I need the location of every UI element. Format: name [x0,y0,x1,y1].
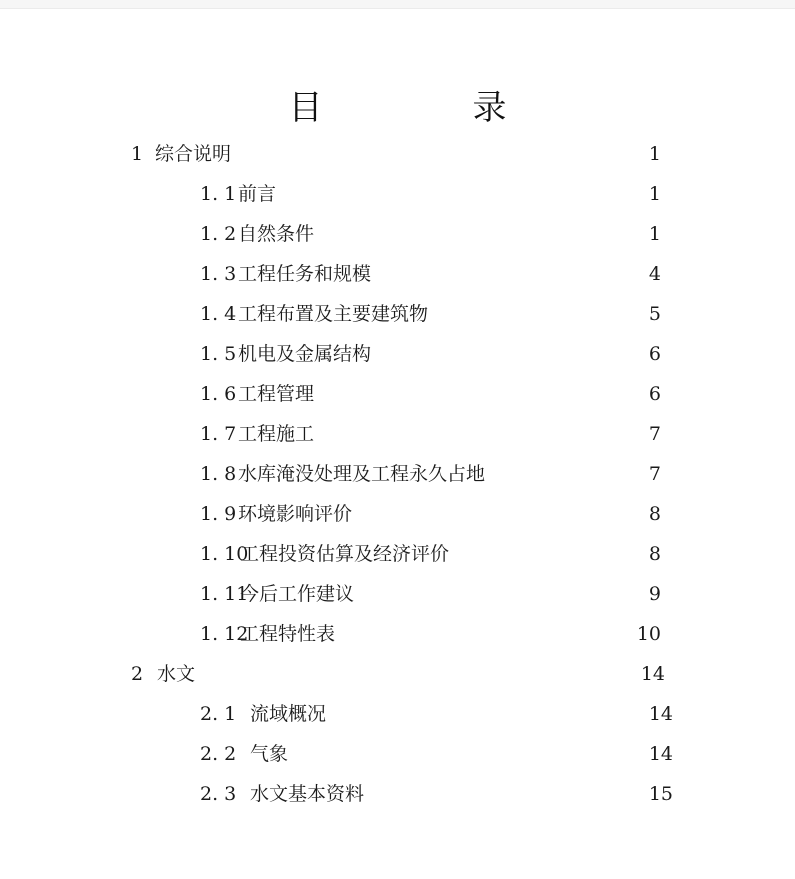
toc-dot-leader [430,299,647,329]
toc-entry-1-8[interactable] [200,459,661,489]
toc-entry-label: 工程投资估算及经济评价 [240,543,450,565]
toc-entry-label: 工程任务和规模 [238,263,372,285]
page-title: 目 录 [288,88,565,128]
toc-entry-label: 水文基本资料 [250,783,365,805]
toc-entry-label: 前言 [238,183,277,205]
toc-entry-label: 今后工作建议 [240,583,355,605]
toc-entry-2[interactable] [131,659,665,689]
toc-entry-label: 工程布置及主要建筑物 [238,303,429,325]
toc-entry-label: 自然条件 [238,223,315,245]
toc-entry-page: 14 [648,703,673,725]
toc-entry-page: 1 [648,223,661,245]
toc-entry-1-1[interactable] [200,179,661,209]
toc-dot-leader [337,619,623,649]
toc-entry-number: 1. 3 [200,263,237,285]
toc-entry-page: 5 [648,303,661,325]
toc-entry-page: 7 [648,423,661,445]
toc-entry-1-7[interactable] [200,419,661,449]
toc-entry-page: 1 [648,183,661,205]
toc-entry-page: 6 [648,343,661,365]
toc-entry-number: 1 [131,143,144,165]
toc-entry-1-6[interactable] [200,379,661,409]
toc-dot-leader [328,699,635,729]
toc-entry-page: 8 [648,503,661,525]
toc-entry-1-3[interactable] [200,259,661,289]
toc-dot-leader [316,419,647,449]
toc-entry-page: 14 [640,663,665,685]
toc-entry-label: 流域概况 [250,703,327,725]
toc-entry-page: 1 [648,143,661,165]
toc-entry-number: 2. 2 [200,743,237,765]
toc-entry-1-9[interactable] [200,499,661,529]
toc-dot-leader [197,659,627,689]
toc-entry-number: 1. 6 [200,383,237,405]
toc-entry-page: 9 [648,583,661,605]
toc-entry-number: 2 [131,663,144,685]
toc-entry-1-5[interactable] [200,339,661,369]
toc-entry-label: 工程特性表 [240,623,336,645]
toc-entry-number: 2. 1 [200,703,237,725]
toc-entry-number: 1. 5 [200,343,237,365]
toc-dot-leader [233,139,647,169]
toc-entry-page: 15 [648,783,673,805]
toc-entry-number: 1. 8 [200,463,237,485]
toc-dot-leader [278,179,647,209]
toc-entry-page: 7 [648,463,661,485]
toc-dot-leader [354,499,647,529]
toc-entry-number: 1. 2 [200,223,237,245]
toc-entry-label: 工程管理 [238,383,315,405]
toc-entry-1-4[interactable] [200,299,661,329]
toc-dot-leader [366,779,635,809]
toc-entry-number: 1. 9 [200,503,237,525]
toc-entry-number: 1. 11 [200,583,249,605]
toc-dot-leader [356,579,647,609]
toc-entry-2-1[interactable] [200,699,673,729]
toc-entry-number: 1. 1 [200,183,237,205]
toc-dot-leader [373,339,647,369]
toc-entry-label: 工程施工 [238,423,315,445]
toc-entry-1-12[interactable] [200,619,661,649]
toc-entry-page: 10 [636,623,661,645]
toc-entry-label: 气象 [250,743,289,765]
toc-entry-1-10[interactable] [200,539,661,569]
toc-dot-leader [316,219,647,249]
page-top-edge [0,0,795,9]
toc-entry-page: 8 [648,543,661,565]
toc-dot-leader [373,259,647,289]
toc-entry-number: 2. 3 [200,783,237,805]
toc-entry-label: 机电及金属结构 [238,343,372,365]
toc-dot-leader [487,459,647,489]
toc-entry-page: 4 [648,263,661,285]
toc-entry-number: 1. 7 [200,423,237,445]
toc-entry-label: 综合说明 [155,143,232,165]
toc-entry-number: 1. 4 [200,303,237,325]
toc-entry-page: 6 [648,383,661,405]
toc-entry-2-3[interactable] [200,779,673,809]
toc-entry-2-2[interactable] [200,739,673,769]
toc-entry-1[interactable] [131,139,661,169]
toc-dot-leader [316,379,647,409]
toc-entry-number: 1. 10 [200,543,249,565]
toc-entry-label: 环境影响评价 [238,503,353,525]
toc-entry-number: 1. 12 [200,623,249,645]
toc-dot-leader [451,539,647,569]
toc-entry-label: 水库淹没处理及工程永久占地 [238,463,486,485]
toc-entry-1-11[interactable] [200,579,661,609]
toc-entry-1-2[interactable] [200,219,661,249]
toc-entry-label: 水文 [157,663,196,685]
toc-entry-page: 14 [648,743,673,765]
toc-dot-leader [290,739,635,769]
